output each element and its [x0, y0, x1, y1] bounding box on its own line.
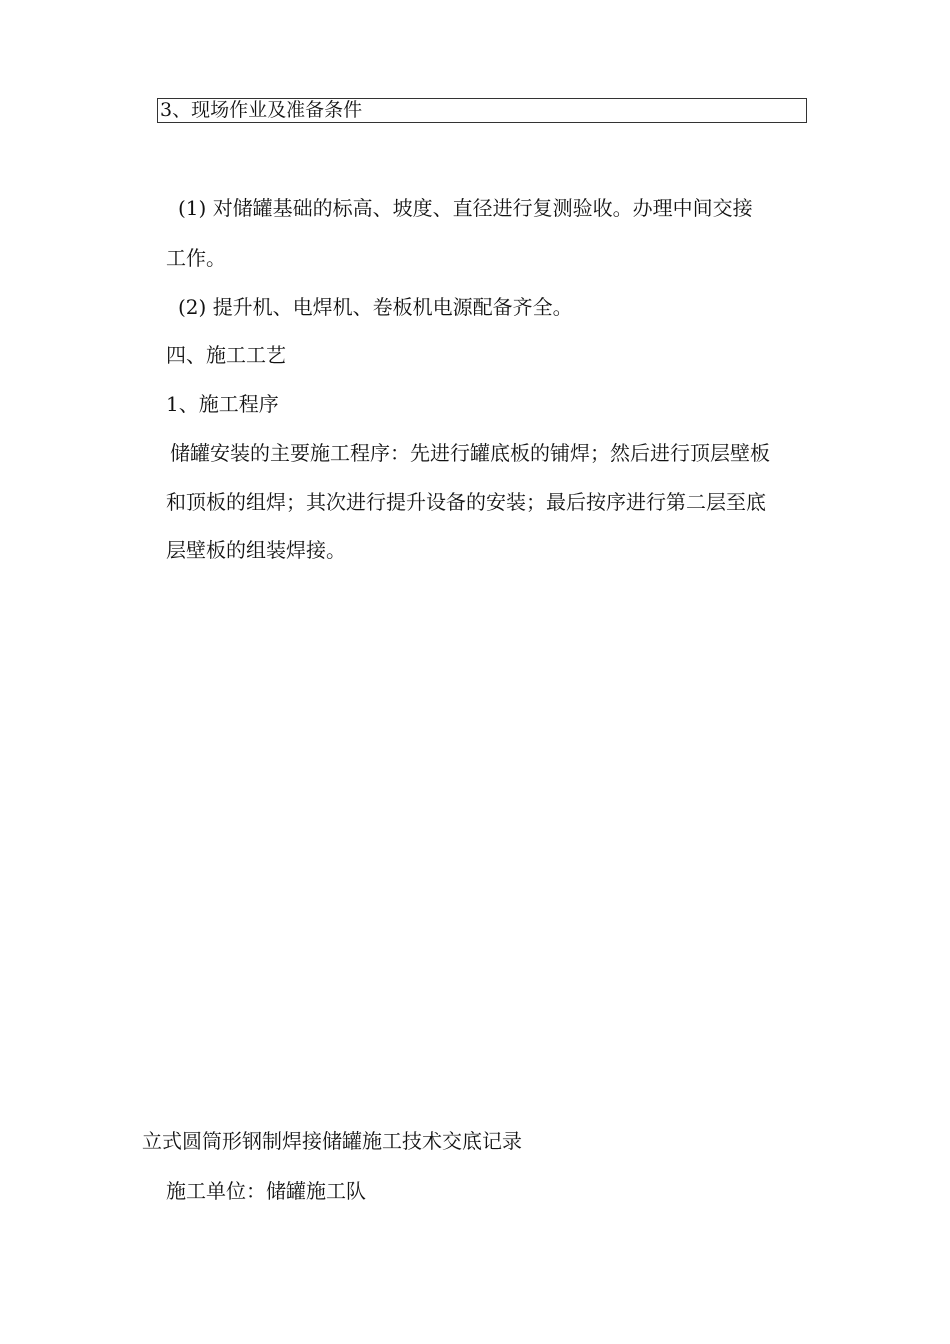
item-1-line-1: (1) 对储罐基础的标高、坡度、直径进行复测验收。办理中间交接 [178, 196, 753, 220]
section-heading-four: 四、施工工艺 [166, 343, 286, 367]
item-2: (2) 提升机、电焊机、卷板机电源配备齐全。 [178, 295, 573, 319]
footer-title: 立式圆筒形钢制焊接储罐施工技术交底记录 [142, 1129, 522, 1153]
boxed-heading: 3、现场作业及准备条件 [157, 98, 807, 123]
paragraph-line-1: 储罐安装的主要施工程序：先进行罐底板的铺焊；然后进行顶层壁板 [170, 441, 770, 465]
subsection-heading-one: 1、施工程序 [166, 392, 279, 416]
paragraph-line-3: 层壁板的组装焊接。 [166, 538, 346, 562]
item-1-line-2: 工作。 [166, 246, 226, 270]
paragraph-line-2: 和顶板的组焊；其次进行提升设备的安装；最后按序进行第二层至底 [166, 490, 766, 514]
footer-unit: 施工单位：储罐施工队 [166, 1179, 366, 1203]
